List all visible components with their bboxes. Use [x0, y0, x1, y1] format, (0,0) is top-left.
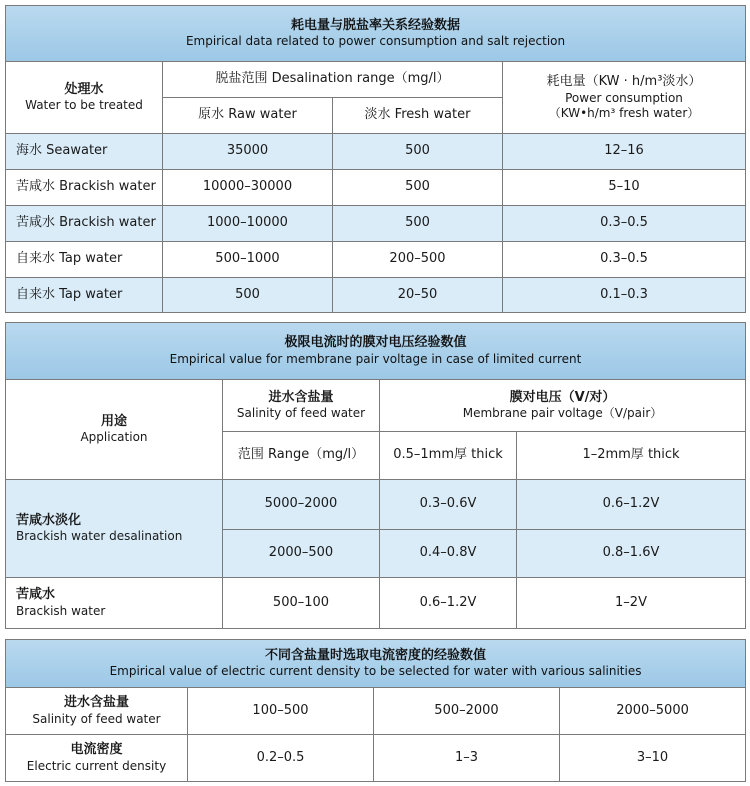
cell-density: 0.2–0.5 — [188, 735, 374, 782]
col-power-header — [503, 62, 746, 134]
table-header-row — [6, 323, 746, 380]
table-row — [6, 278, 746, 313]
table-row — [6, 735, 746, 782]
title-en: Empirical data related to power consumption and salt rejection — [185, 34, 566, 49]
cell-fresh: 500 — [333, 134, 503, 170]
table-header-row — [6, 640, 746, 688]
cell-raw: 500 — [163, 278, 333, 313]
col-range-header: 范围 Range（mg/l） — [223, 432, 380, 480]
cell-fresh: 20–50 — [333, 278, 503, 313]
col-power-line2: Power consumption — [565, 90, 683, 105]
cell-voltage-thin: 0.4–0.8V — [380, 530, 517, 578]
cell-range: 2000–500 — [223, 530, 380, 578]
col-water-en: Water to be treated — [25, 98, 143, 113]
membrane-voltage-table — [5, 322, 746, 629]
col-power-line1: 耗电量（KW · h/m³淡水） — [546, 74, 702, 90]
cell-application — [6, 578, 223, 629]
table-row — [6, 134, 746, 170]
title-en: Empirical value of electric current density to be selected for water with various salinities — [109, 664, 642, 679]
cell-fresh: 500 — [333, 206, 503, 242]
cell-power: 5–10 — [503, 170, 746, 206]
power-consumption-table — [5, 5, 746, 313]
table-row — [6, 578, 746, 629]
table-title — [6, 323, 746, 380]
cell-power: 12–16 — [503, 134, 746, 170]
density-zh: 电流密度 — [70, 742, 123, 758]
col-salinity-header — [223, 380, 380, 432]
col-power-line3: （KW•h/m³ fresh water） — [548, 105, 700, 120]
salinity-zh: 进水含盐量 — [63, 695, 129, 711]
col-voltage-zh: 膜对电压（V/对） — [509, 389, 616, 405]
cell-range: 500–100 — [223, 578, 380, 629]
cell-raw: 35000 — [163, 134, 333, 170]
table-row — [6, 480, 746, 530]
col-thick1-header: 0.5–1mm厚 thick — [380, 432, 517, 480]
table-row — [6, 206, 746, 242]
cell-density: 3–10 — [560, 735, 746, 782]
cell-raw: 500–1000 — [163, 242, 333, 278]
cell-voltage-thick: 0.8–1.6V — [517, 530, 746, 578]
cell-voltage-thick: 1–2V — [517, 578, 746, 629]
cell-raw: 1000–10000 — [163, 206, 333, 242]
cell-voltage-thin: 0.6–1.2V — [380, 578, 517, 629]
col-water-zh: 处理水 — [64, 81, 104, 97]
row-density-label — [6, 735, 188, 782]
group1-en: Brackish water desalination — [16, 529, 183, 544]
cell-fresh: 200–500 — [333, 242, 503, 278]
col-voltage-header — [380, 380, 746, 432]
table-header-row — [6, 6, 746, 62]
cell-salinity: 500–2000 — [374, 688, 560, 735]
col-thick2-header: 1–2mm厚 thick — [517, 432, 746, 480]
table-title — [6, 640, 746, 688]
cell-density: 1–3 — [374, 735, 560, 782]
column-header-row — [6, 62, 746, 98]
col-fresh-header: 淡水 Fresh water — [333, 98, 503, 134]
current-density-table — [5, 639, 746, 782]
table-row — [6, 170, 746, 206]
cell-water: 自来水 Tap water — [6, 242, 163, 278]
cell-voltage-thick: 0.6–1.2V — [517, 480, 746, 530]
cell-water: 自来水 Tap water — [6, 278, 163, 313]
cell-salinity: 100–500 — [188, 688, 374, 735]
col-salinity-en: Salinity of feed water — [236, 406, 366, 421]
title-zh: 不同含盐量时选取电流密度的经验数值 — [265, 647, 487, 663]
cell-water: 苦咸水 Brackish water — [6, 170, 163, 206]
col-voltage-en: Membrane pair voltage（V/pair） — [462, 406, 663, 421]
cell-range: 5000–2000 — [223, 480, 380, 530]
col-application-header — [6, 380, 223, 480]
col-salinity-zh: 进水含盐量 — [268, 389, 334, 405]
cell-salinity: 2000–5000 — [560, 688, 746, 735]
cell-application — [6, 480, 223, 578]
col-application-zh: 用途 — [100, 413, 127, 429]
table-row — [6, 688, 746, 735]
density-en: Electric current density — [26, 758, 167, 773]
cell-water: 海水 Seawater — [6, 134, 163, 170]
cell-power: 0.3–0.5 — [503, 206, 746, 242]
col-water-header — [6, 62, 163, 134]
cell-raw: 10000–30000 — [163, 170, 333, 206]
group1-zh: 苦咸水淡化 — [16, 512, 82, 528]
title-en: Empirical value for membrane pair voltage in case of limited current — [169, 351, 582, 366]
group2-zh: 苦咸水 — [16, 587, 56, 603]
title-zh: 耗电量与脱盐率关系经验数据 — [291, 17, 461, 33]
title-zh: 极限电流时的膜对电压经验数值 — [284, 335, 467, 351]
cell-voltage-thin: 0.3–0.6V — [380, 480, 517, 530]
salinity-en: Salinity of feed water — [32, 711, 161, 726]
row-salinity-label — [6, 688, 188, 735]
table-row — [6, 242, 746, 278]
cell-power: 0.1–0.3 — [503, 278, 746, 313]
cell-power: 0.3–0.5 — [503, 242, 746, 278]
group2-en: Brackish water — [16, 603, 106, 618]
cell-water: 苦咸水 Brackish water — [6, 206, 163, 242]
col-range-header: 脱盐范围 Desalination range（mg/l） — [163, 62, 503, 98]
col-application-en: Application — [80, 430, 148, 445]
column-header-row — [6, 380, 746, 432]
table-title — [6, 6, 746, 62]
col-raw-header: 原水 Raw water — [163, 98, 333, 134]
cell-fresh: 500 — [333, 170, 503, 206]
